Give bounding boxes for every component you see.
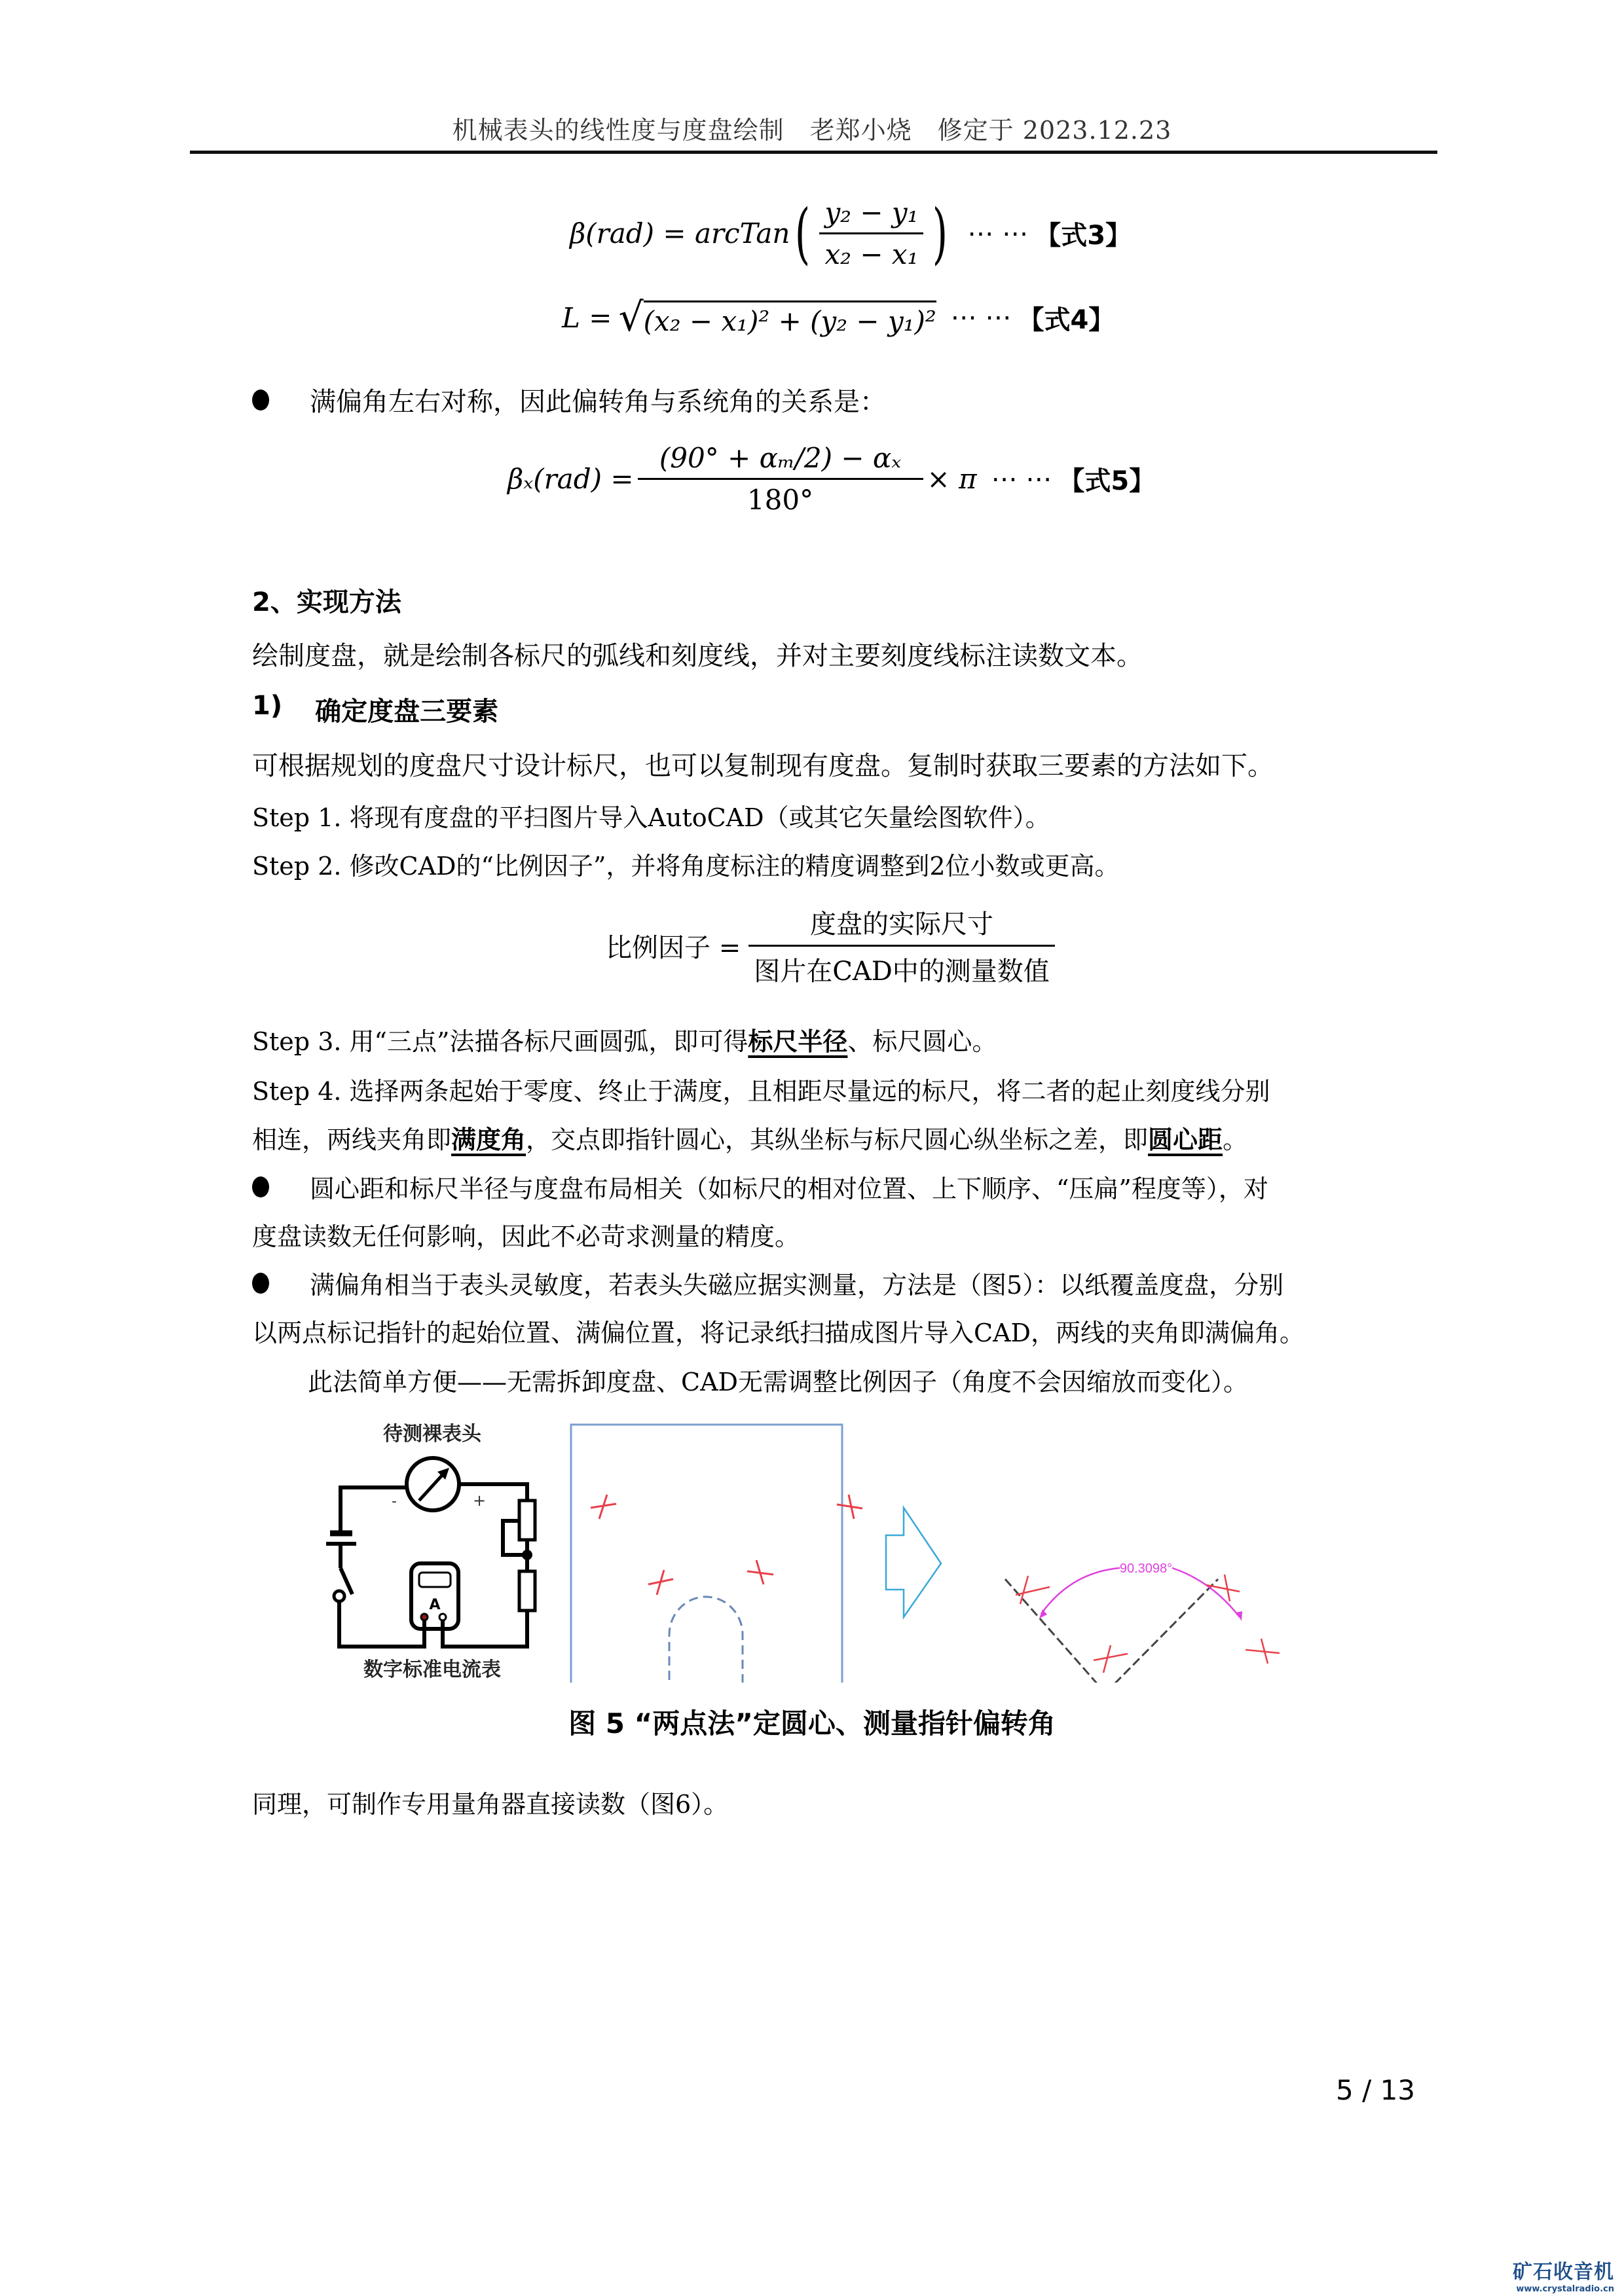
step-4-text-end: 。 — [1223, 1125, 1248, 1154]
subsection-heading — [252, 691, 498, 728]
angle-measurement — [1005, 1561, 1280, 1683]
site-logo — [1513, 2255, 1614, 2294]
scale-factor-numerator: 度盘的实际尺寸 — [810, 909, 994, 939]
formula-5-dots: ⋯ ⋯ — [991, 464, 1052, 494]
bullet-2-text: 满偏角相当于表头灵敏度，若表头失磁应据实测量，方法是（图5）：以纸覆盖度盘，分别 — [310, 1271, 1284, 1300]
meter-window-outline — [669, 1597, 743, 1683]
step-1: Step 1. 将现有度盘的平扫图片导入AutoCAD（或其它矢量绘图软件）。 — [252, 803, 1050, 832]
scale-factor-fraction — [748, 903, 1055, 988]
section-title: 2、实现方法 — [252, 587, 401, 617]
step-4-text-mid: ，交点即指针圆心，其纵坐标与标尺圆心纵坐标之差，即 — [526, 1125, 1149, 1154]
sqrt-icon: √ — [618, 295, 644, 340]
formula-4-dots: ⋯ ⋯ — [950, 302, 1012, 333]
bullet-2-line-2: 以两点标记指针的起始位置、满偏位置，将记录纸扫描成图片导入CAD，两线的夹角即满偏角。 — [252, 1319, 1304, 1347]
step-4-text: 相连，两线夹角即 — [252, 1125, 452, 1154]
step-4-line-1: Step 4. 选择两条起始于零度、终止于满度，且相距尽量远的标尺，将二者的起止刻度线分别 — [252, 1077, 1270, 1106]
formula-3-fraction — [819, 196, 923, 270]
subsection-number: 1) — [252, 691, 283, 721]
subsection-intro: 可根据规划的度盘尺寸设计标尺，也可以复制现有度盘。复制时获取三要素的方法如下。 — [252, 751, 1274, 781]
formula-3-lhs: β(rad) = arcTan — [570, 217, 790, 249]
resistor-icon — [519, 1571, 535, 1611]
bullet-symmetry-text: 满偏角左右对称，因此偏转角与系统角的关系是： — [310, 387, 886, 417]
section-intro: 绘制度盘，就是绘制各标尺的弧线和刻度线，并对主要刻度线标注读数文本。 — [252, 641, 1143, 671]
formula-4-lhs: L = — [562, 301, 612, 334]
formula-4-tag: 【式4】 — [1018, 304, 1115, 335]
scale-factor-denominator: 图片在CAD中的测量数值 — [748, 945, 1055, 988]
closing-text: 同理，可制作专用量角器直接读数（图6）。 — [252, 1790, 729, 1819]
formula-4 — [562, 295, 1115, 340]
bullet-2-line-1 — [252, 1265, 1283, 1301]
plus-label: + — [473, 1491, 487, 1510]
step-4-line-2 — [252, 1120, 1247, 1156]
bullet-icon — [252, 390, 269, 410]
header-rule — [190, 151, 1437, 154]
bullet-1-line-1 — [252, 1169, 1268, 1205]
formula-3-numerator: y₂ − y₁ — [824, 196, 919, 228]
ammeter-label: 数字标准电流表 — [363, 1658, 501, 1681]
left-paren: ( — [795, 194, 811, 272]
right-paren: ) — [932, 194, 948, 272]
formula-5-denominator: 180° — [638, 478, 923, 516]
bullet-2-line-3: 此法简单方便——无需拆卸度盘、CAD无需调整比例因子（角度不会因缩放而变化）。 — [308, 1368, 1248, 1396]
scale-factor-lhs: 比例因子 = — [606, 933, 741, 963]
figure-caption: 图 5 “两点法”定圆心、测量指针偏转角 — [568, 1707, 1056, 1740]
subsection-title: 确定度盘三要素 — [315, 697, 499, 727]
formula-5-numerator: (90° + αₘ/2) − αₓ — [659, 442, 902, 474]
bullet-1-text: 圆心距和标尺半径与度盘布局相关（如标尺的相对位置、上下顺序、“压扁”程度等），对 — [310, 1175, 1268, 1203]
bullet-1-line-2: 度盘读数无任何影响，因此不必苛求测量的精度。 — [252, 1222, 800, 1251]
formula-3-dots: ⋯ ⋯ — [967, 218, 1029, 249]
center-distance-term: 圆心距 — [1148, 1125, 1223, 1154]
formula-4-radicand: (x₂ − x₁)² + (y₂ − y₁)² — [644, 301, 936, 337]
arrow-right-icon — [886, 1508, 941, 1617]
full-scale-angle-term: 满度角 — [451, 1125, 526, 1154]
sqrt — [618, 295, 936, 340]
formula-5-lhs: βₓ(rad) = — [507, 463, 634, 495]
page-header: 机械表头的线性度与度盘绘制 老郑小烧 修定于 2023.12.23 — [452, 116, 1172, 145]
formula-5-fraction — [638, 442, 923, 516]
minus-label: - — [392, 1493, 397, 1510]
step-3-text: Step 3. 用“三点”法描各标尺画圆弧，即可得 — [252, 1027, 748, 1056]
formula-5-mult: × π — [927, 463, 977, 495]
meter-needle — [419, 1472, 445, 1501]
paper-frame — [571, 1425, 842, 1683]
logo-url: www.crystalradio.cn — [1516, 2284, 1614, 2294]
page-number: 5 / 13 — [1336, 2074, 1416, 2106]
scale-factor-formula — [606, 903, 1059, 988]
ammeter-letter: A — [429, 1597, 441, 1613]
formula-5-tag: 【式5】 — [1058, 466, 1156, 496]
scale-radius-term: 标尺半径 — [748, 1027, 848, 1056]
step-2: Step 2. 修改CAD的“比例因子”，并将角度标注的精度调整到2位小数或更高。 — [252, 852, 1120, 881]
paper-sketch — [571, 1425, 862, 1683]
bullet-icon — [252, 1176, 269, 1197]
formula-5 — [507, 442, 1155, 516]
formula-3 — [570, 196, 1132, 270]
step-3 — [252, 1021, 997, 1057]
angle-value: 90.3098° — [1119, 1561, 1173, 1576]
bullet-icon — [252, 1273, 269, 1294]
formula-3-denominator: x₂ − x₁ — [819, 232, 923, 270]
pointer-marks — [591, 1495, 862, 1595]
bullet-symmetry — [252, 381, 886, 418]
circuit-diagram — [326, 1423, 535, 1681]
meter-label: 待测裸表头 — [383, 1423, 481, 1446]
logo-text: 矿石收音机 — [1513, 2261, 1614, 2284]
step-3-text-end: 、标尺圆心。 — [847, 1027, 997, 1056]
formula-3-tag: 【式3】 — [1035, 221, 1132, 251]
potentiometer-icon — [519, 1501, 535, 1540]
figure-5 — [301, 1401, 1414, 1683]
